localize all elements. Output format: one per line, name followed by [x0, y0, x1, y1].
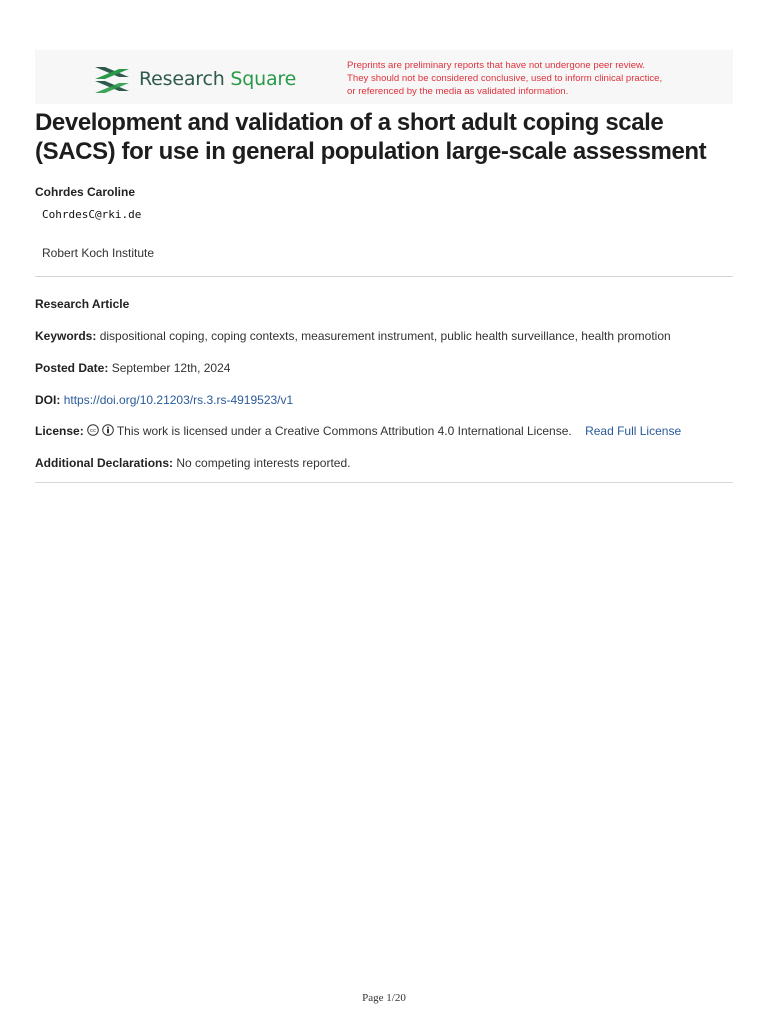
keywords-value: dispositional coping, coping contexts, measurement instrument, public health surveillance, health promotion — [99, 329, 671, 343]
svg-text:cc: cc — [89, 428, 96, 435]
posted-date-label: Posted Date: — [35, 361, 109, 375]
license-row — [35, 424, 681, 438]
attribution-icon — [102, 424, 114, 436]
doi-row — [35, 393, 293, 407]
declarations-row — [35, 456, 350, 470]
doi-link[interactable]: https://doi.org/10.21203/rs.3.rs-4919523/v1 — [63, 393, 294, 407]
disclaimer-line: or referenced by the media as validated information. — [347, 86, 569, 97]
disclaimer-line: Preprints are preliminary reports that have not undergone peer review. — [347, 60, 646, 71]
preprint-banner — [35, 50, 733, 104]
divider — [35, 482, 733, 483]
posted-date-row — [35, 361, 230, 375]
author-email[interactable]: CohrdesC@rki.de — [42, 208, 142, 221]
page-number: Page 1/20 — [362, 992, 406, 1004]
article-type-label: Research Article — [35, 297, 130, 311]
research-square-logo[interactable] — [93, 64, 296, 94]
logo-wordmark: Research Square — [139, 68, 297, 90]
doi-label: DOI: — [35, 393, 61, 407]
author-name: Cohrdes Caroline — [35, 185, 136, 199]
keywords-row — [35, 329, 671, 343]
preprint-disclaimer — [347, 59, 727, 98]
author-affiliation: Robert Koch Institute — [42, 246, 155, 260]
article-type — [35, 297, 129, 311]
license-label: License: — [35, 424, 84, 438]
read-full-license-link[interactable]: Read Full License — [585, 424, 682, 438]
disclaimer-line: They should not be considered conclusive, used to inform clinical practice, — [347, 73, 663, 84]
keywords-label: Keywords: — [35, 329, 97, 343]
declarations-label: Additional Declarations: — [35, 456, 174, 470]
license-text: This work is licensed under a Creative Commons Attribution 4.0 International License. — [116, 424, 572, 438]
article-title: Development and validation of a short adult coping scale (SACS) for use in general population large-scale assessment — [35, 109, 707, 165]
divider — [35, 276, 733, 277]
research-square-logo-icon — [93, 64, 131, 94]
cc-icon — [87, 424, 99, 436]
posted-date-value: September 12th, 2024 — [111, 361, 231, 375]
declarations-value: No competing interests reported. — [176, 456, 351, 470]
